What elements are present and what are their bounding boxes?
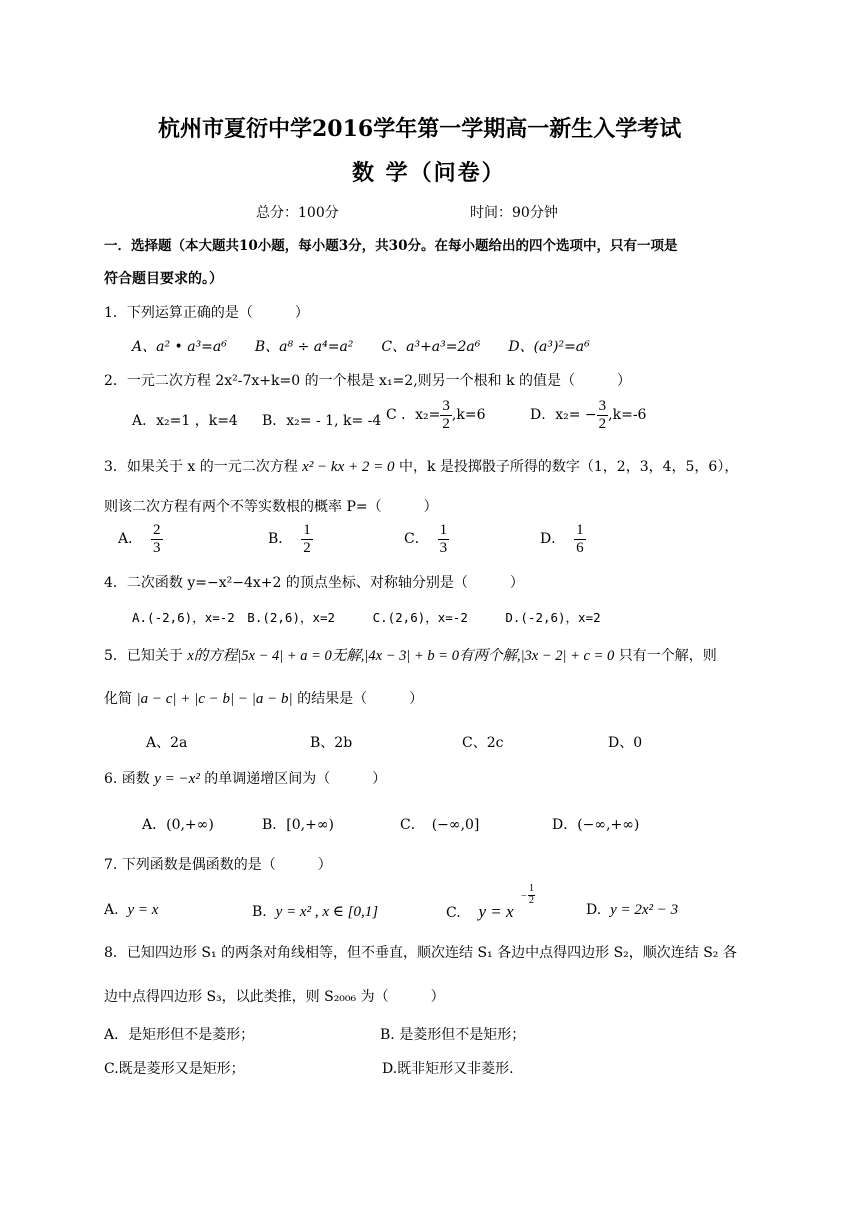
stem-suffix: 中，k 是投掷骰子所得的数字（1，2，3，4，5，6）， <box>394 459 739 475</box>
denominator: 2 <box>598 415 607 432</box>
denominator: 3 <box>439 539 448 556</box>
equation: y = 2x² − 3 <box>610 902 679 918</box>
numerator: 1 <box>576 522 584 538</box>
question-7-option-c <box>446 902 514 922</box>
question-5-option-d: D、0 <box>608 735 643 751</box>
question-1-options: A、a² • a³=a⁶ B、a⁸ ÷ a⁴=a² C、a³+a³=2a⁶ D、(a³)²=a⁶ <box>132 339 590 355</box>
equation: x的方程|5x − 4| + a = 0无解,|4x − 3| + b = 0有两个解,|3x − 2| + c = 0 <box>187 648 615 664</box>
question-3-stem <box>104 456 738 476</box>
stem-suffix: 只有一个解，则 <box>614 648 717 664</box>
option-label: C． <box>404 531 429 547</box>
equation: y = x² , x ∈ [0,1] <box>275 904 379 920</box>
option-label: D. <box>586 902 602 918</box>
option-label: A． <box>118 531 143 547</box>
numerator: 1 <box>303 522 311 538</box>
denominator: 2 <box>303 539 311 556</box>
fraction <box>438 522 450 556</box>
question-3-option-d <box>540 522 586 556</box>
stem-prefix: 3．如果关于 x 的一元二次方程 <box>104 459 303 475</box>
stem-prefix: 5．已知关于 <box>104 648 188 664</box>
section-heading-cont: 符合题目要求的。） <box>104 271 223 287</box>
option-label: D． <box>540 531 566 547</box>
question-7-option-a <box>104 902 158 919</box>
question-6-option-b: B．[0,+∞) <box>262 817 334 833</box>
question-3-option-b <box>268 522 313 556</box>
question-7-stem: 7. 下列函数是偶函数的是（ ） <box>104 857 332 873</box>
numerator: 1 <box>529 883 534 894</box>
question-5-option-b: B、2b <box>310 735 353 751</box>
question-5-option-a: A、2a <box>146 735 188 751</box>
denominator: 2 <box>529 894 534 906</box>
equation: x² − kx + 2 = 0 <box>302 459 395 475</box>
question-4-options: A.(-2,6)，x=-2 B.(2,6)，x=2 C.(2,6)，x=-2 D.(-2,6)，x=2 <box>132 610 601 625</box>
fraction <box>301 522 313 556</box>
numerator: 1 <box>439 522 448 538</box>
fraction <box>151 522 163 556</box>
minus-sign: − <box>521 891 527 902</box>
question-6-option-a: A．(0,+∞) <box>142 817 214 833</box>
question-3-stem-cont: 则该二次方程有两个不等实数根的概率 P=（ ） <box>104 499 438 515</box>
question-2-option-a: A．x₂=1 ，k=4 <box>132 413 238 429</box>
denominator: 6 <box>576 539 584 556</box>
stem-suffix: 的单调递增区间为（ ） <box>199 771 387 787</box>
equation: y = −x² <box>154 771 200 787</box>
numerator: 3 <box>442 398 450 414</box>
stem-suffix: 的结果是（ ） <box>292 691 424 707</box>
question-8-stem-cont: 边中点得四边形 S₃，以此类推，则 S₂₀₀₆ 为（ ） <box>104 989 445 1005</box>
question-2-stem: 2．一元二次方程 2x²-7x+k=0 的一个根是 x₁=2,则另一个根和 k 的值是（ ） <box>104 373 632 389</box>
option-label: B. <box>252 904 267 920</box>
option-label: B． <box>268 531 293 547</box>
option-label: A. <box>104 902 119 918</box>
exponent <box>521 883 535 906</box>
exam-time: 时间：90分钟 <box>470 205 558 221</box>
numerator: 3 <box>598 398 607 414</box>
question-6-option-c: C． (−∞,0] <box>400 817 480 833</box>
stem-prefix: 6. 函数 <box>104 771 155 787</box>
section-heading: 一．选择题（本大题共10小题，每小题3分，共30分。在每小题给出的四个选项中，只有一项是 <box>104 238 678 254</box>
numerator: 2 <box>153 522 161 538</box>
question-6-stem <box>104 768 386 788</box>
option-d-suffix: ,k=-6 <box>608 407 647 423</box>
question-1-stem: 1．下列运算正确的是（ ） <box>104 305 309 321</box>
question-5-stem-cont <box>104 688 423 708</box>
denominator: 2 <box>442 415 450 432</box>
question-8-option-a: A．是矩形但不是菱形； <box>104 1027 255 1043</box>
question-8-option-c: C.既是菱形又是矩形； <box>104 1061 245 1077</box>
fraction <box>597 398 609 432</box>
question-2-option-d <box>530 398 646 432</box>
question-4-stem: 4．二次函数 y=−x²−4x+2 的顶点坐标、对称轴分别是（ ） <box>104 575 524 591</box>
expression: |a − c| + |c − b| − |a − b| <box>136 691 293 707</box>
exam-subtitle: 数 学（问卷） <box>352 160 506 186</box>
question-7-option-d <box>586 902 678 919</box>
question-6-option-d: D．(−∞,+∞) <box>552 817 640 833</box>
question-3-option-c <box>404 522 449 556</box>
question-2-option-c <box>386 398 485 432</box>
equation: y = x <box>478 902 514 921</box>
denominator: 3 <box>153 539 161 556</box>
question-2-option-b: B．x₂= - 1, k= -4 <box>262 413 382 429</box>
fraction <box>574 522 586 556</box>
total-score: 总分：100分 <box>256 205 339 221</box>
question-3-option-a <box>118 522 163 556</box>
question-7-option-b <box>252 902 378 921</box>
question-8-option-b: B. 是菱形但不是矩形； <box>380 1027 526 1043</box>
option-d-prefix: D．x₂= − <box>530 407 597 423</box>
fraction <box>440 398 452 432</box>
question-8-option-d: D.既非矩形又非菱形. <box>382 1061 514 1077</box>
stem-prefix: 化简 <box>104 691 137 707</box>
question-5-option-c: C、2c <box>462 735 504 751</box>
option-c-prefix: C ．x₂= <box>386 407 441 423</box>
question-5-stem <box>104 644 717 665</box>
option-label: C. <box>446 905 461 921</box>
equation: y = x <box>127 902 159 918</box>
question-8-stem: 8．已知四边形 S₁ 的两条对角线相等，但不垂直，顺次连结 S₁ 各边中点得四边形 S₂，顺次连结 S₂ 各 <box>104 945 737 961</box>
exam-title: 杭州市夏衍中学2016学年第一学期高一新生入学考试 <box>158 116 682 142</box>
option-c-suffix: ,k=6 <box>451 407 486 423</box>
